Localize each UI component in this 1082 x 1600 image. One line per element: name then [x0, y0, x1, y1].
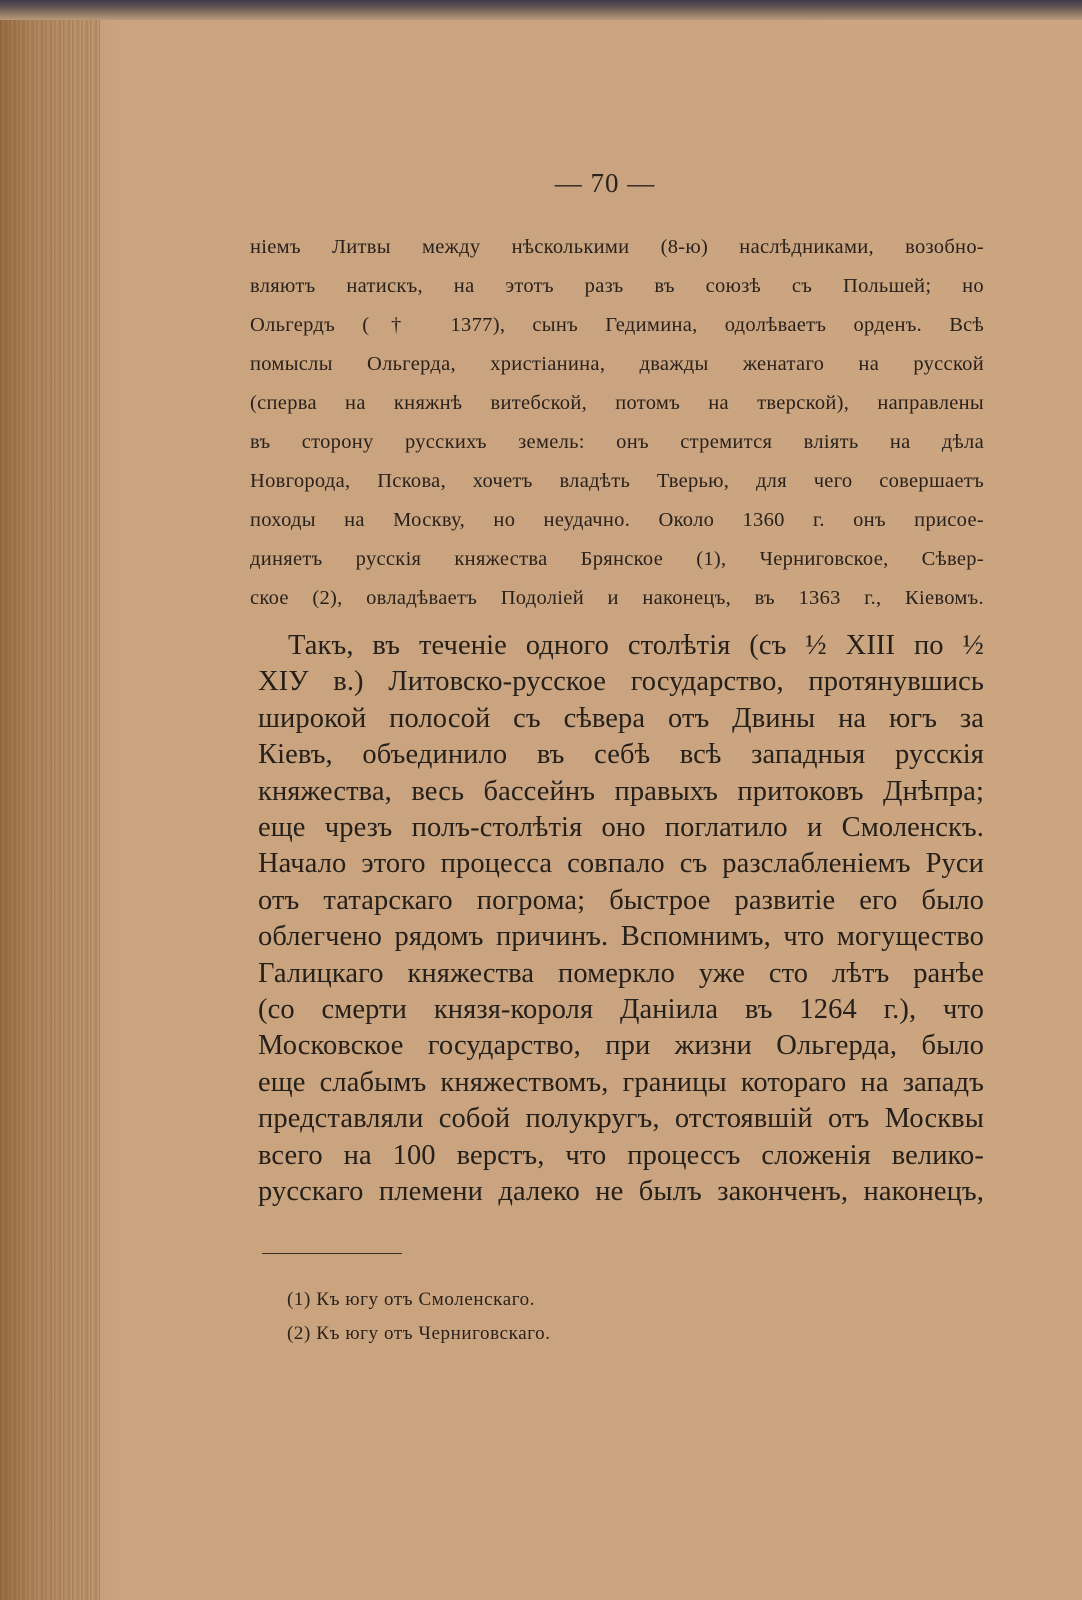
text-line: (сперва на княжнѣ витебской, потомъ на тверской), направлены	[250, 392, 984, 414]
upper-paragraph	[250, 228, 984, 618]
text-line: еще слабымъ княжествомъ, границы котораго на западъ	[258, 1066, 984, 1098]
text-line: Такъ, въ теченіе одного столѣтія (съ ½ XIII по ½	[288, 630, 984, 661]
main-paragraph	[258, 628, 984, 1211]
text-line: ское (2), овладѣваетъ Подоліей и наконецъ, въ 1363 г., Кіевомъ.	[250, 587, 984, 609]
text-line: княжества, весь бассейнъ правыхъ притоковъ Днѣпра;	[258, 775, 984, 807]
text-line: Начало этого процесса совпало съ разслабленіемъ Руси	[258, 848, 984, 880]
text-line: въ сторону русскихъ земель: онъ стремится вліять на дѣла	[250, 431, 984, 453]
page-top-edge	[0, 0, 1082, 20]
text-line: помыслы Ольгерда, христіанина, дважды женатаго на русской	[250, 353, 984, 375]
footnote: (2) Къ югу отъ Черниговскаго.	[287, 1323, 551, 1344]
text-line: Ольгердъ († 1377), сынъ Гедимина, одолѣваетъ орденъ. Всѣ	[250, 314, 984, 336]
text-line: Галицкаго княжества померкло уже сто лѣтъ ранѣе	[258, 957, 984, 989]
text-line: Кіевъ, объединило въ себѣ всѣ западныя русскія	[258, 739, 984, 771]
text-line: (со смерти князя-короля Даніила въ 1264 г.), что	[258, 994, 984, 1026]
book-spine-edge	[0, 0, 100, 1600]
text-line: XIУ в.) Литовско-русское государство, протянувшись	[258, 666, 984, 698]
text-line: облегчено рядомъ причинъ. Вспомнимъ, что могущество	[258, 921, 984, 953]
footnote-divider	[262, 1253, 402, 1254]
footnote: (1) Къ югу отъ Смоленскаго.	[287, 1289, 536, 1310]
text-line: русскаго племени далеко не былъ законченъ, наконецъ,	[258, 1176, 984, 1208]
text-line: диняетъ русскія княжества Брянское (1), Черниговское, Сѣвер-	[250, 548, 984, 570]
text-line: ніемъ Литвы между нѣсколькими (8-ю) наслѣдниками, возобно-	[250, 236, 984, 258]
text-line: походы на Москву, но неудачно. Около 1360 г. онъ присое-	[250, 509, 984, 531]
page-number: — 70 —	[554, 168, 656, 198]
text-line: представляли собой полукругъ, отстоявшій отъ Москвы	[258, 1103, 984, 1135]
text-line: еще чрезъ полъ-столѣтія оно поглатило и Смоленскъ.	[258, 812, 984, 844]
text-line: Новгорода, Пскова, хочетъ владѣть Тверью, для чего совершаетъ	[250, 470, 984, 492]
text-line: вляютъ натискъ, на этотъ разъ въ союзѣ съ Польшей; но	[250, 275, 984, 297]
text-line: Московское государство, при жизни Ольгерда, было	[258, 1030, 984, 1062]
footnotes	[287, 1283, 551, 1351]
text-line: всего на 100 верстъ, что процессъ сложенія велико-	[258, 1139, 984, 1171]
text-line: широкой полосой съ сѣвера отъ Двины на югъ за	[258, 702, 984, 734]
text-line: отъ татарскаго погрома; быстрое развитіе его было	[258, 884, 984, 916]
